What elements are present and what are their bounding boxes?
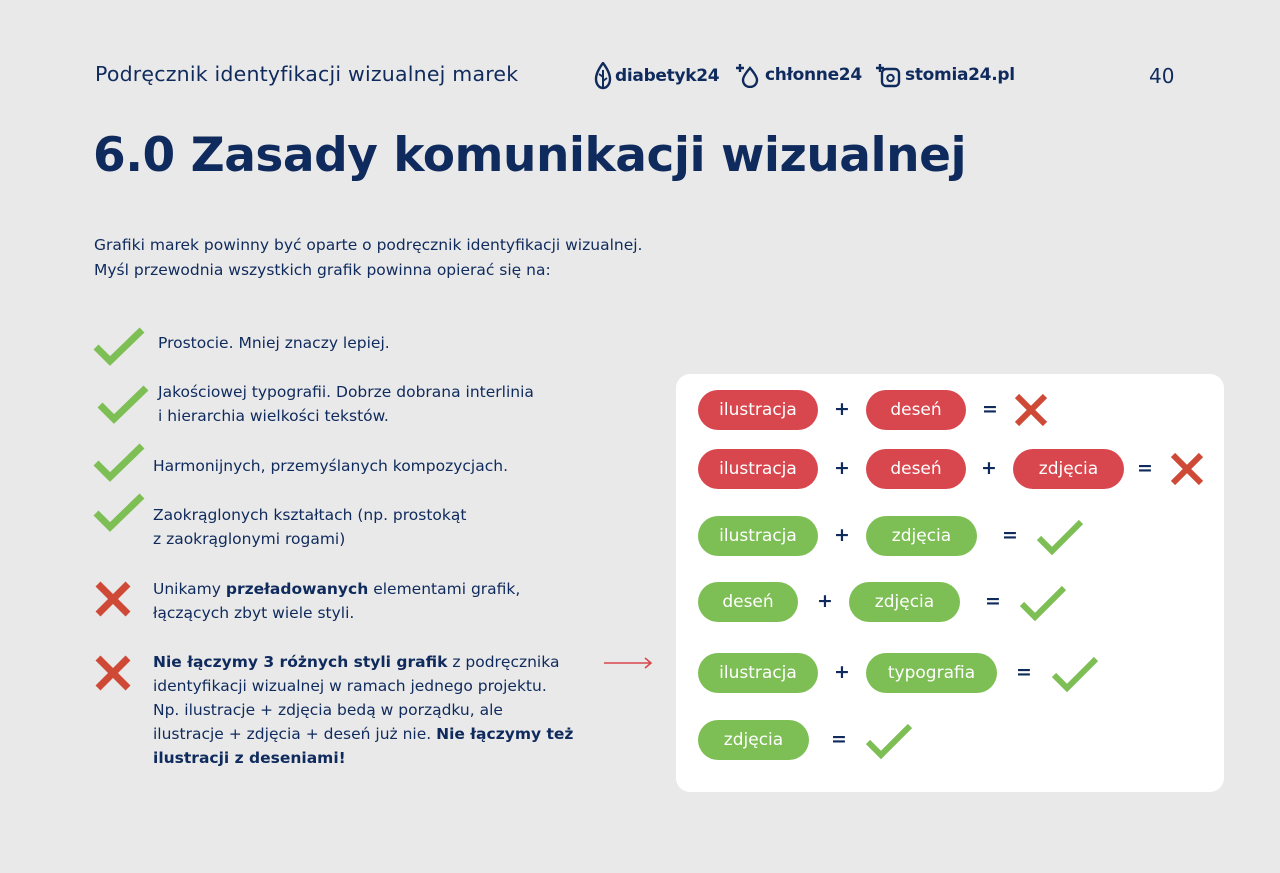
rule-line: i hierarchia wielkości tekstów. [158, 407, 389, 425]
arrow-right-icon [604, 657, 654, 669]
check-icon [93, 326, 145, 366]
cross-icon [1169, 451, 1205, 487]
pill-zdjecia: zdjęcia [1013, 449, 1124, 489]
pill-zdjecia: zdjęcia [698, 720, 809, 760]
pill-ilustracja: ilustracja [698, 390, 818, 430]
rule-text [153, 503, 466, 551]
plus-operator: + [981, 457, 997, 479]
rule-line [153, 746, 573, 770]
plus-operator: + [834, 661, 850, 683]
check-icon [97, 384, 149, 424]
check-icon [1036, 518, 1084, 556]
cross-icon [94, 654, 132, 692]
plus-operator: + [817, 590, 833, 612]
combination-row [676, 516, 1224, 556]
combination-row [676, 582, 1224, 622]
check-icon [93, 492, 145, 532]
equals-operator: = [985, 590, 1001, 612]
plus-operator: + [834, 398, 850, 420]
brand-name: chłonne24 [765, 65, 862, 85]
rule-line: Unikamy przeładowanych elementami grafik, [153, 580, 521, 598]
rule-line: ilustracje + zdjęcia + deseń już nie. Nie łączymy też [153, 725, 574, 743]
rule-text [158, 331, 390, 355]
check-icon [93, 442, 145, 482]
pill-desen: deseń [866, 449, 966, 489]
leaf-drop-icon [594, 62, 612, 90]
pill-ilustracja: ilustracja [698, 449, 818, 489]
rule-line: identyfikacji wizualnej w ramach jednego projektu. [153, 677, 547, 695]
page-number: 40 [1149, 64, 1175, 88]
rule-line: łączących zbyt wiele styli. [153, 604, 355, 622]
emphasis: przeładowanych [225, 580, 369, 598]
check-icon [865, 722, 913, 760]
pill-ilustracja: ilustracja [698, 516, 818, 556]
check-icon [1019, 584, 1067, 622]
equals-operator: = [831, 728, 847, 750]
pill-zdjecia: zdjęcia [849, 582, 960, 622]
cross-icon [94, 580, 132, 618]
check-icon [1051, 655, 1099, 693]
rule-line: z zaokrąglonymi rogami) [153, 530, 346, 548]
plus-operator: + [834, 457, 850, 479]
equals-operator: = [1137, 457, 1153, 479]
rule-text [153, 577, 520, 625]
rule-line: Nie łączymy 3 różnych styli grafik z podręcznika [153, 653, 560, 671]
brand-logo-diabetyk24 [594, 62, 719, 90]
page-title: 6.0 Zasady komunikacji wizualnej [93, 128, 967, 183]
intro-line: Myśl przewodnia wszystkich grafik powinna opierać się na: [94, 261, 551, 279]
pill-zdjecia: zdjęcia [866, 516, 977, 556]
combination-row [676, 653, 1224, 693]
intro-text [94, 233, 642, 283]
combination-row [676, 449, 1224, 489]
combination-row [676, 390, 1224, 430]
header-title: Podręcznik identyfikacji wizualnej marek [95, 62, 519, 86]
pill-desen: deseń [698, 582, 798, 622]
rule-line: Harmonijnych, przemyślanych kompozycjach. [153, 457, 509, 475]
rule-line: Jakościowej typografii. Dobrze dobrana interlinia [158, 383, 534, 401]
rule-line: Np. ilustracje + zdjęcia bedą w porządku, ale [153, 701, 503, 719]
brand-name: stomia24.pl [905, 65, 1015, 85]
rule-line: Prostocie. Mniej znaczy lepiej. [158, 334, 390, 352]
emphasis: Nie łączymy też [436, 725, 574, 743]
plus-operator: + [834, 524, 850, 546]
rule-text [153, 650, 573, 770]
pill-desen: deseń [866, 390, 966, 430]
combination-row [676, 720, 1224, 760]
brand-logo-stomia24 [876, 62, 1015, 88]
emphasis: Nie łączymy 3 różnych styli grafik [153, 653, 448, 671]
equals-operator: = [982, 398, 998, 420]
brand-name: diabetyk24 [615, 66, 720, 86]
rule-text [158, 380, 534, 428]
intro-line: Grafiki marek powinny być oparte o podręcznik identyfikacji wizualnej. [94, 236, 643, 254]
brand-logo-chlonne24 [736, 62, 862, 88]
emphasis: ilustracji z deseniami! [153, 749, 346, 767]
drop-plus-icon [736, 62, 762, 88]
equals-operator: = [1002, 524, 1018, 546]
cross-icon [1013, 392, 1049, 428]
rule-text [153, 454, 508, 478]
equals-operator: = [1016, 661, 1032, 683]
pill-ilustracja: ilustracja [698, 653, 818, 693]
combinations-panel [676, 374, 1224, 792]
bag-plus-icon [876, 62, 902, 88]
rule-line: Zaokrąglonych kształtach (np. prostokąt [153, 506, 467, 524]
pill-typografia: typografia [866, 653, 997, 693]
